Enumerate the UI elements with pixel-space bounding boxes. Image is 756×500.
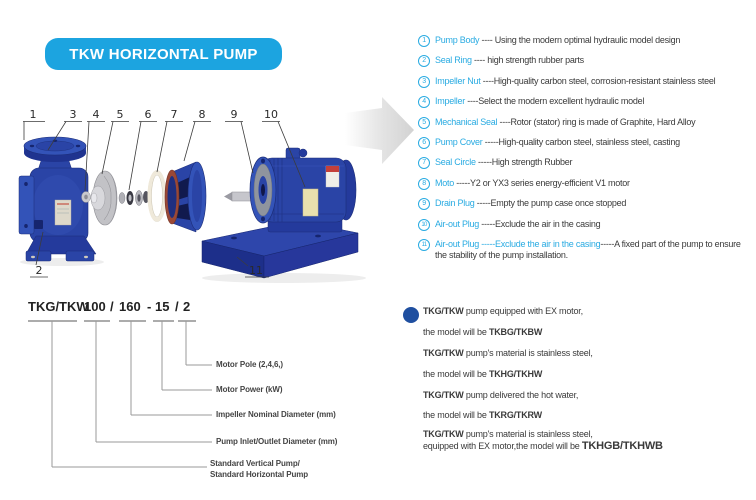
callout-6: 6 (144, 108, 152, 121)
variant-line (423, 327, 542, 338)
part-name: Pump Body (435, 35, 480, 45)
pump-cover-shape (165, 162, 206, 232)
list-item (418, 96, 750, 108)
model-code-s3: / (175, 299, 179, 314)
part-desc: ---- Using the modern optimal hydraulic model design (479, 35, 681, 45)
variant-prefix: TKG/TKW (423, 306, 464, 316)
model-code-n2: 160 (119, 299, 141, 314)
part-desc: ----High-quality carbon steel, corrosion-resistant stainless steel (480, 75, 716, 86)
part-desc: -----High-quality carbon steel, stainless steel, casting (482, 136, 680, 147)
seal-circle-shape (148, 171, 166, 222)
variant-line (423, 429, 593, 440)
part-name: Impeller (435, 96, 466, 107)
model-code-n1: 100 (84, 299, 106, 314)
part-desc-highlight: -----Exclude the air in the casing (479, 238, 601, 249)
part-name: Drain Plug (435, 198, 475, 209)
part-desc: -----Y2 or YX3 series energy-efficient V1 motor (454, 177, 630, 188)
circled-number: 11 (418, 239, 430, 251)
variant-line (423, 390, 578, 401)
circled-number: 10 (418, 219, 430, 231)
variant-text: the model will be (423, 369, 489, 379)
callout-5: 5 (116, 108, 124, 121)
part-name: Impeller Nut (435, 75, 481, 86)
variant-line (423, 348, 593, 359)
list-item (418, 117, 750, 129)
circled-number: 6 (418, 137, 430, 149)
label-standard-pump-1: Standard Vertical Pump/ (210, 459, 300, 468)
callout-4: 4 (92, 108, 100, 121)
impeller-shape (91, 171, 117, 225)
variant-line (423, 410, 542, 421)
part-name: Pump Cover (435, 136, 483, 147)
list-item (418, 55, 750, 67)
callout-1: 1 (29, 108, 37, 121)
label-impeller-diameter: Impeller Nominal Diameter (mm) (216, 410, 336, 419)
circled-number: 4 (418, 96, 430, 108)
variant-text: the model will be (423, 327, 489, 337)
list-item (418, 76, 750, 88)
circled-number: 3 (418, 76, 430, 88)
circled-number: 9 (418, 198, 430, 210)
callout-8: 8 (198, 108, 206, 121)
callout-2: 2 (35, 264, 43, 277)
variant-text: pump equipped with EX motor, (463, 306, 583, 316)
model-code-connector-lines (0, 295, 360, 495)
variant-prefix: TKG/TKW (423, 390, 464, 400)
list-item (418, 35, 750, 47)
list-item (418, 239, 750, 261)
drain-plug-shape (34, 220, 43, 229)
model-code-s2: - (147, 299, 152, 314)
variant-text: pump delivered the hot water, (463, 390, 579, 400)
page-title: TKW HORIZONTAL PUMP (69, 45, 258, 63)
variant-model: TKHGB/TKHWB (581, 440, 663, 452)
part-name: Moto (435, 177, 455, 188)
mechanical-seal-shape (119, 191, 149, 206)
part-name: Mechanical Seal (435, 116, 498, 127)
part-name: Seal Ring (435, 55, 472, 66)
variant-line (423, 369, 542, 380)
variant-line (423, 441, 663, 452)
variant-text: equipped with EX motor,the model will be (423, 441, 582, 451)
label-motor-pole: Motor Pole (2,4,6,) (216, 360, 283, 369)
pump-exploded-diagram (0, 85, 430, 300)
part-desc: -----High strength Rubber (475, 157, 573, 168)
circled-number: 5 (418, 117, 430, 129)
callout-9: 9 (230, 108, 238, 121)
callout-10: 10 (264, 108, 278, 121)
impeller-nut-shape (82, 192, 91, 203)
part-desc: -----Empty the pump case once stopped (474, 198, 627, 209)
list-item (418, 198, 750, 210)
part-desc: -----A fixed part of the pump to ensure the stability of the pump installation. (435, 238, 741, 260)
model-code-n4: 2 (183, 299, 191, 314)
part-desc: ----Rotor (stator) ring is made of Graphite, Hard Alloy (497, 116, 696, 127)
callout-3: 3 (69, 108, 77, 121)
model-code-s1: / (110, 299, 114, 314)
variant-model: TKRG/TKRW (488, 410, 542, 420)
label-motor-power: Motor Power (kW) (216, 385, 283, 394)
part-desc: -----Exclude the air in the casing (479, 218, 601, 229)
part-name: Air-out Plug (435, 218, 480, 229)
list-item (418, 137, 750, 149)
list-item (418, 157, 750, 169)
circled-number: 8 (418, 178, 430, 190)
callout-7: 7 (170, 108, 178, 121)
motor-nameplate (303, 189, 318, 216)
variant-prefix: TKG/TKW (423, 348, 464, 358)
label-inlet-outlet: Pump Inlet/Outlet Diameter (mm) (216, 437, 338, 446)
part-desc: ---- high strength rubber parts (471, 55, 584, 66)
bullet-circle-icon (403, 307, 419, 323)
variant-text: pump's material is stainless steel, (463, 429, 593, 439)
variant-prefix: TKG/TKW (423, 429, 464, 439)
parts-list (418, 35, 750, 269)
base-shadow (202, 273, 366, 283)
part-desc: ----Select the modern excellent hydraulic model (465, 96, 645, 107)
part-name: Air-out Plug (435, 238, 480, 249)
variant-model: TKHG/TKHW (488, 369, 543, 379)
variant-text: pump's material is stainless steel, (463, 348, 593, 358)
list-item (418, 178, 750, 190)
list-item (418, 219, 750, 231)
model-code-prefix: TKG/TKW (28, 299, 89, 314)
part-name: Seal Circle (435, 157, 476, 168)
variant-line (423, 306, 583, 317)
page-title-banner (45, 38, 282, 70)
model-code-n3: 15 (155, 299, 170, 314)
circled-number: 2 (418, 55, 430, 67)
circled-number: 1 (418, 35, 430, 47)
variant-text: the model will be (423, 410, 489, 420)
variant-model: TKBG/TKBW (488, 327, 543, 337)
callout-11: 11 (249, 264, 263, 277)
label-standard-pump-2: Standard Horizontal Pump (210, 470, 309, 479)
arrow-right-icon (345, 97, 414, 164)
circled-number: 7 (418, 157, 430, 169)
motor-shape (250, 148, 356, 232)
